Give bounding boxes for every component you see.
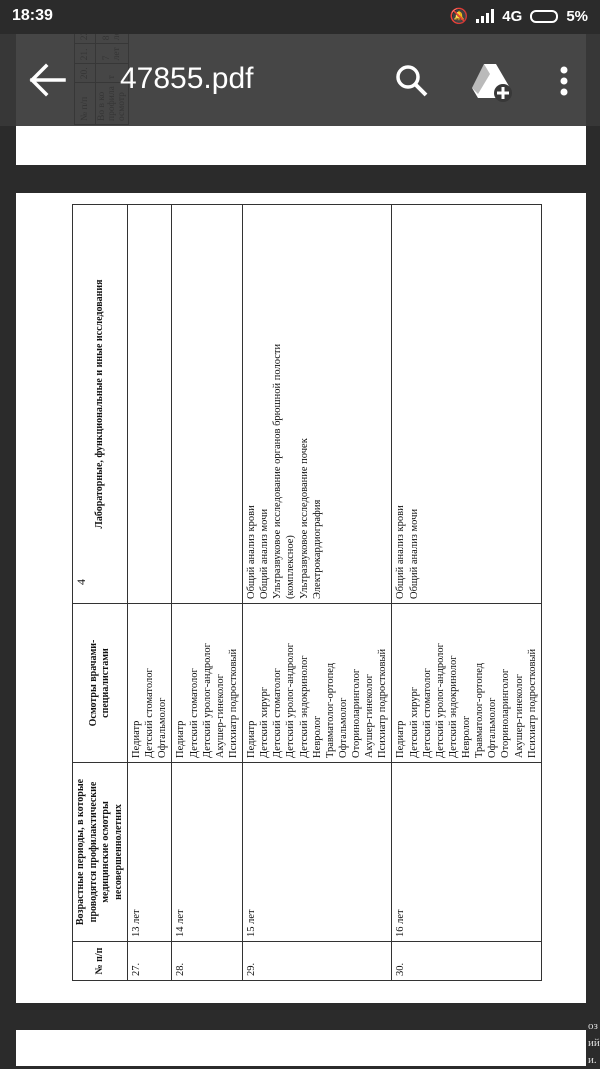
specialist-item: Офтальмолог [157, 697, 169, 758]
specialist-item: Акушер-гинеколог [364, 674, 376, 758]
more-vertical-icon[interactable] [556, 64, 572, 98]
app-bar [0, 34, 600, 126]
network-type: 4G [502, 7, 523, 25]
row-specialists [392, 604, 541, 763]
header-no: № п/п [73, 942, 128, 981]
row-labs [243, 205, 392, 604]
row-specialists [128, 604, 172, 763]
specialist-item: Педиатр [175, 720, 187, 758]
specialist-item: Детский стоматолог [188, 668, 200, 758]
examinations-table [72, 204, 542, 981]
lab-item: Общий анализ крови [246, 505, 257, 599]
row-labs [128, 205, 172, 604]
specialist-item: Детский хирург [408, 686, 420, 758]
header-specialists: Осмотры врачами-специалистами [73, 604, 128, 763]
specialist-item: Офтальмолог [487, 697, 499, 758]
specialist-item: Педиатр [246, 720, 257, 758]
specialist-item: Педиатр [131, 720, 142, 758]
specialist-item: Детский стоматолог [144, 668, 156, 758]
google-drive-add-icon[interactable] [470, 62, 514, 102]
signal-icon [476, 9, 494, 23]
specialist-item: Невролог [311, 715, 323, 758]
row-specialists [172, 604, 243, 763]
specialist-item: Акушер-гинеколог [214, 674, 226, 758]
table-row [243, 205, 392, 981]
header-labs: Лабораторные, функциональные и иные исследования [73, 205, 128, 604]
specialist-item: Педиатр [395, 720, 407, 758]
specialist-item: Травматолог-ортопед [324, 662, 336, 758]
table-row [172, 205, 243, 981]
specialist-item: Травматолог-ортопед [474, 662, 486, 758]
lab-item: (комплексное) [285, 535, 297, 599]
battery-icon [530, 10, 558, 23]
specialist-item: Психиатр подростковый [526, 648, 538, 758]
specialist-item: Психиатр подростковый [227, 648, 239, 758]
table-row [392, 205, 541, 981]
lab-item: Ультразвуковое исследование почек [298, 438, 310, 599]
mute-icon: 🔕 [449, 8, 469, 25]
specialist-item: Психиатр подростковый [377, 648, 389, 758]
row-number: 29. [243, 942, 392, 981]
row-age: 16 лет [392, 763, 541, 942]
specialist-item: Детский хирург [259, 686, 271, 758]
next-page-text: и. [588, 1054, 597, 1066]
row-age: 14 лет [172, 763, 243, 942]
specialist-item: Детский уролог-андролог [201, 643, 213, 758]
specialist-item: Невролог [461, 715, 472, 758]
page-number: 4 [74, 579, 88, 585]
pdf-page-current [16, 193, 586, 1003]
lab-item: Общий анализ крови [395, 505, 407, 599]
row-specialists [243, 604, 392, 763]
row-labs [172, 205, 243, 604]
row-labs [392, 205, 541, 604]
row-age: 15 лет [243, 763, 392, 942]
specialist-item: Оториноларинголог [351, 668, 362, 758]
lab-item: Ультразвуковое исследование органов брюшной полости [272, 343, 284, 599]
row-number: 28. [172, 942, 243, 981]
specialist-item: Акушер-гинеколог [513, 674, 525, 758]
document-title: 47855.pdf [120, 62, 254, 95]
next-page-text: оз [588, 1020, 598, 1032]
specialist-item: Детский уролог-андролог [434, 643, 446, 758]
status-time: 18:39 [12, 7, 53, 24]
specialist-item: Офтальмолог [337, 697, 349, 758]
header-periods: Возрастные периоды, в которые проводятся профилактические медицинские осмотры несовершеннолетних [73, 763, 128, 942]
specialist-item: Оториноларинголог [500, 668, 512, 758]
row-number: 30. [392, 942, 541, 981]
next-page-text: ий [588, 1037, 600, 1049]
specialist-item: Детский стоматолог [421, 668, 433, 758]
status-bar [0, 0, 600, 34]
specialist-item: Детский эндокринолог [298, 655, 310, 758]
row-number: 27. [128, 942, 172, 981]
specialist-item: Детский стоматолог [272, 668, 284, 758]
arrow-left-icon[interactable] [28, 62, 68, 98]
table-row [128, 205, 172, 981]
lab-item: Электрокардиография [311, 499, 323, 599]
search-icon[interactable] [395, 64, 429, 98]
row-age: 13 лет [128, 763, 172, 942]
lab-item: Общий анализ мочи [259, 508, 271, 599]
pdf-page-next [16, 1030, 586, 1066]
battery-percent: 5% [566, 7, 588, 25]
lab-item: Общий анализ мочи [408, 508, 420, 599]
specialist-item: Детский уролог-андролог [285, 643, 297, 758]
specialist-item: Детский эндокринолог [447, 655, 459, 758]
